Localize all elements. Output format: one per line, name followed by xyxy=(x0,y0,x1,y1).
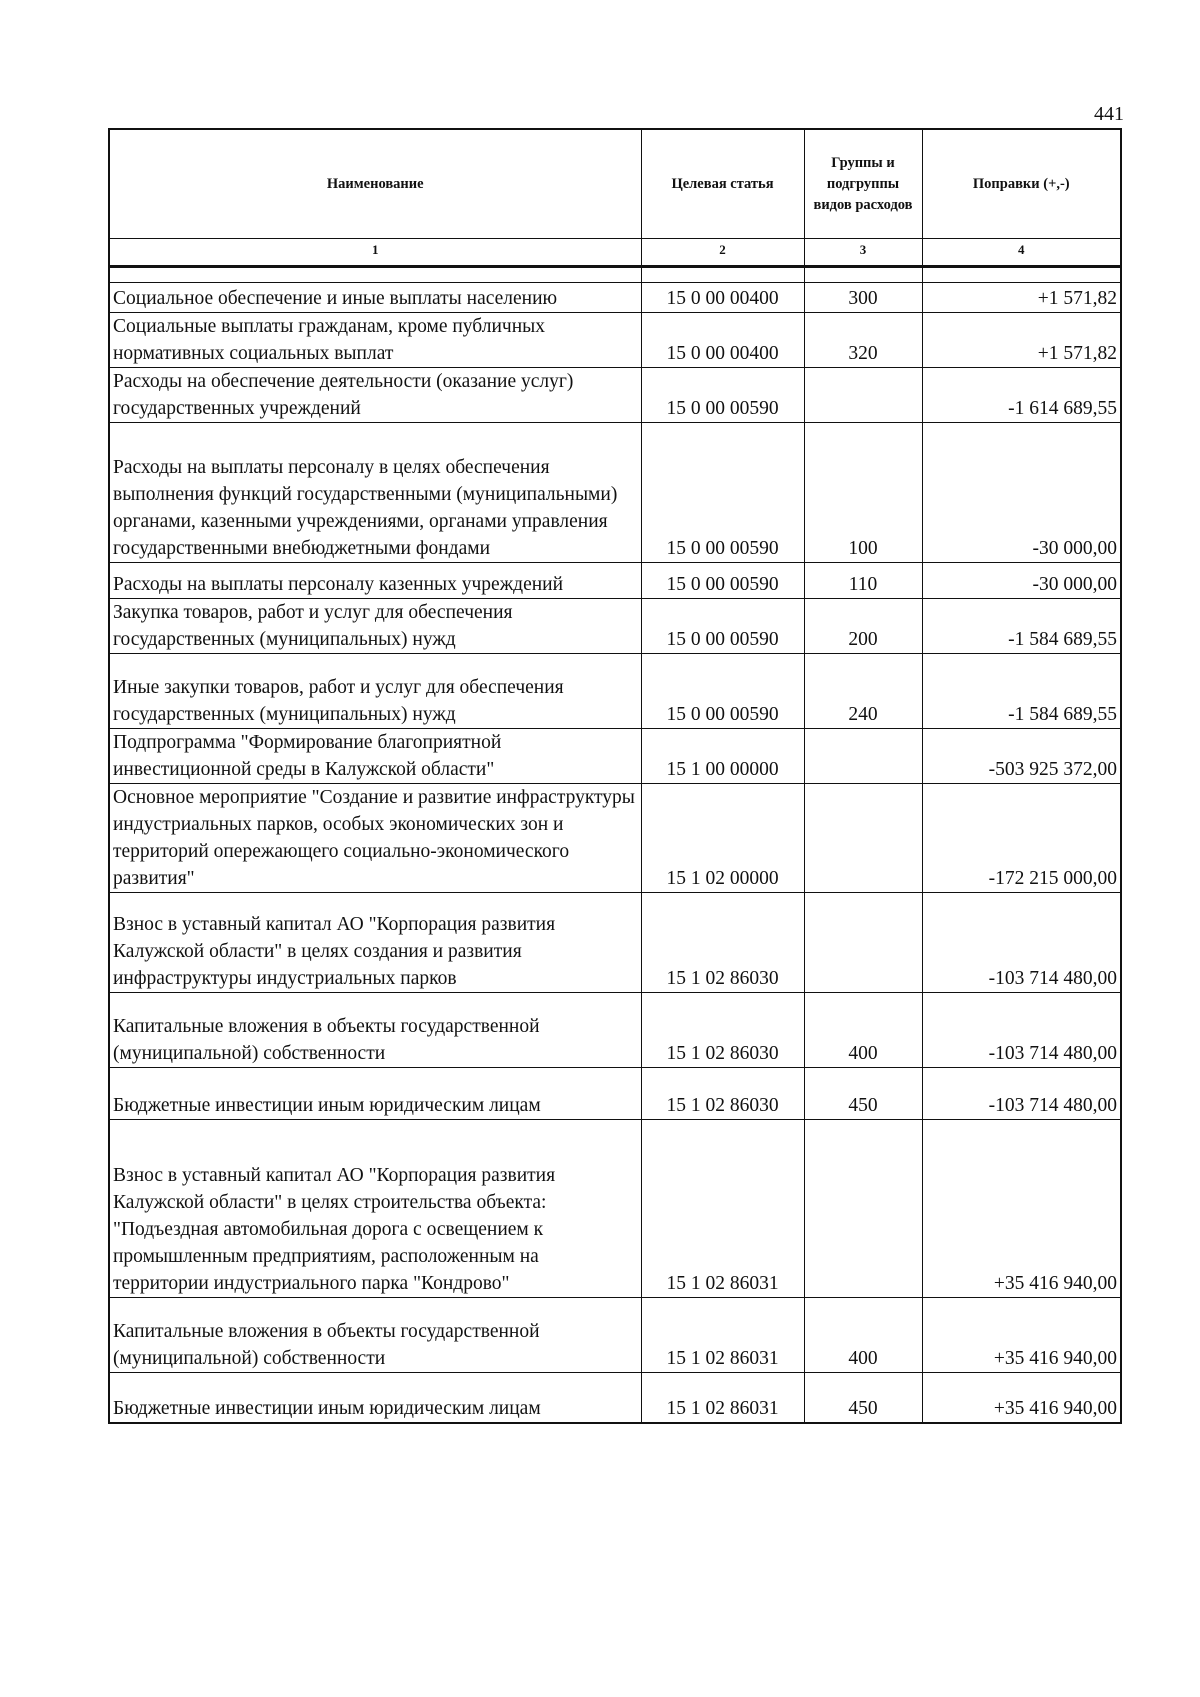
row-expense-group: 100 xyxy=(804,423,922,563)
row-expense-group xyxy=(804,1120,922,1298)
row-name: Бюджетные инвестиции иным юридическим лицам xyxy=(109,1373,641,1423)
row-expense-group: 240 xyxy=(804,654,922,729)
row-target-code: 15 0 00 00400 xyxy=(641,283,804,313)
table-row xyxy=(109,368,1121,423)
table-row xyxy=(109,1298,1121,1373)
row-name: Закупка товаров, работ и услуг для обеспечения государственных (муниципальных) нужд xyxy=(109,599,641,654)
row-name: Социальные выплаты гражданам, кроме публичных нормативных социальных выплат xyxy=(109,313,641,368)
header-target: Целевая статья xyxy=(641,129,804,239)
row-amount: +35 416 940,00 xyxy=(922,1373,1121,1423)
row-expense-group: 320 xyxy=(804,313,922,368)
row-name: Подпрограмма "Формирование благоприятной инвестиционной среды в Калужской области" xyxy=(109,729,641,784)
row-expense-group xyxy=(804,729,922,784)
header-name: Наименование xyxy=(109,129,641,239)
row-name: Расходы на выплаты персоналу казенных учреждений xyxy=(109,563,641,599)
row-amount: -503 925 372,00 xyxy=(922,729,1121,784)
table-row xyxy=(109,423,1121,563)
column-number: 2 xyxy=(641,239,804,267)
row-target-code: 15 1 02 86030 xyxy=(641,1068,804,1120)
table-row xyxy=(109,313,1121,368)
row-expense-group xyxy=(804,784,922,893)
row-expense-group xyxy=(804,893,922,993)
row-amount: -1 614 689,55 xyxy=(922,368,1121,423)
row-amount: -103 714 480,00 xyxy=(922,893,1121,993)
row-name: Расходы на обеспечение деятельности (оказание услуг) государственных учреждений xyxy=(109,368,641,423)
header-amendments: Поправки (+,-) xyxy=(922,129,1121,239)
row-name: Основное мероприятие "Создание и развитие инфраструктуры индустриальных парков, особых экономических зон и территорий опережающего социально-экономического развития" xyxy=(109,784,641,893)
row-amount: -103 714 480,00 xyxy=(922,1068,1121,1120)
row-amount: -103 714 480,00 xyxy=(922,993,1121,1068)
table-row xyxy=(109,1068,1121,1120)
row-name: Взнос в уставный капитал АО "Корпорация развития Калужской области" в целях создания и развития инфраструктуры индустриальных парков xyxy=(109,893,641,993)
table-row xyxy=(109,784,1121,893)
row-amount: +1 571,82 xyxy=(922,283,1121,313)
row-expense-group: 400 xyxy=(804,993,922,1068)
column-number-row xyxy=(109,239,1121,267)
row-expense-group xyxy=(804,368,922,423)
page-number: 441 xyxy=(1094,103,1124,125)
row-expense-group: 450 xyxy=(804,1373,922,1423)
row-target-code: 15 1 02 86031 xyxy=(641,1373,804,1423)
row-amount: +1 571,82 xyxy=(922,313,1121,368)
row-target-code: 15 1 02 00000 xyxy=(641,784,804,893)
table-row xyxy=(109,283,1121,313)
row-target-code: 15 0 00 00590 xyxy=(641,563,804,599)
table-row xyxy=(109,993,1121,1068)
spacer-row xyxy=(109,267,1121,283)
row-target-code: 15 1 02 86031 xyxy=(641,1298,804,1373)
row-expense-group: 300 xyxy=(804,283,922,313)
row-name: Расходы на выплаты персоналу в целях обеспечения выполнения функций государственными (муниципальными) органами, казенными учреждениями, органами управления государственными внебюджетными фондами xyxy=(109,423,641,563)
row-target-code: 15 0 00 00590 xyxy=(641,654,804,729)
column-number: 4 xyxy=(922,239,1121,267)
row-target-code: 15 1 02 86030 xyxy=(641,993,804,1068)
row-target-code: 15 1 02 86030 xyxy=(641,893,804,993)
row-amount: -30 000,00 xyxy=(922,423,1121,563)
table-row xyxy=(109,1120,1121,1298)
row-name: Социальное обеспечение и иные выплаты населению xyxy=(109,283,641,313)
row-amount: -172 215 000,00 xyxy=(922,784,1121,893)
row-target-code: 15 0 00 00590 xyxy=(641,599,804,654)
table-row xyxy=(109,893,1121,993)
row-amount: -1 584 689,55 xyxy=(922,654,1121,729)
column-number: 3 xyxy=(804,239,922,267)
row-target-code: 15 0 00 00400 xyxy=(641,313,804,368)
row-target-code: 15 1 02 86031 xyxy=(641,1120,804,1298)
row-expense-group: 400 xyxy=(804,1298,922,1373)
row-name: Иные закупки товаров, работ и услуг для обеспечения государственных (муниципальных) нужд xyxy=(109,654,641,729)
table-row xyxy=(109,654,1121,729)
table-row xyxy=(109,1373,1121,1423)
row-amount: +35 416 940,00 xyxy=(922,1298,1121,1373)
header-groups: Группы и подгруппы видов расходов xyxy=(804,129,922,239)
row-target-code: 15 1 00 00000 xyxy=(641,729,804,784)
row-target-code: 15 0 00 00590 xyxy=(641,368,804,423)
row-name: Взнос в уставный капитал АО "Корпорация развития Калужской области" в целях строительства объекта: "Подъездная автомобильная дорога с освещением к промышленным предприятиям, расположенным на территории индустриального парка "Кондрово" xyxy=(109,1120,641,1298)
table-row xyxy=(109,729,1121,784)
row-name: Бюджетные инвестиции иным юридическим лицам xyxy=(109,1068,641,1120)
column-number: 1 xyxy=(109,239,641,267)
table-row xyxy=(109,563,1121,599)
row-amount: -1 584 689,55 xyxy=(922,599,1121,654)
row-amount: -30 000,00 xyxy=(922,563,1121,599)
row-target-code: 15 0 00 00590 xyxy=(641,423,804,563)
row-name: Капитальные вложения в объекты государственной (муниципальной) собственности xyxy=(109,993,641,1068)
row-expense-group: 200 xyxy=(804,599,922,654)
row-expense-group: 450 xyxy=(804,1068,922,1120)
table-row xyxy=(109,599,1121,654)
row-expense-group: 110 xyxy=(804,563,922,599)
budget-table xyxy=(108,128,1122,1424)
row-amount: +35 416 940,00 xyxy=(922,1120,1121,1298)
row-name: Капитальные вложения в объекты государственной (муниципальной) собственности xyxy=(109,1298,641,1373)
header-row xyxy=(109,129,1121,239)
